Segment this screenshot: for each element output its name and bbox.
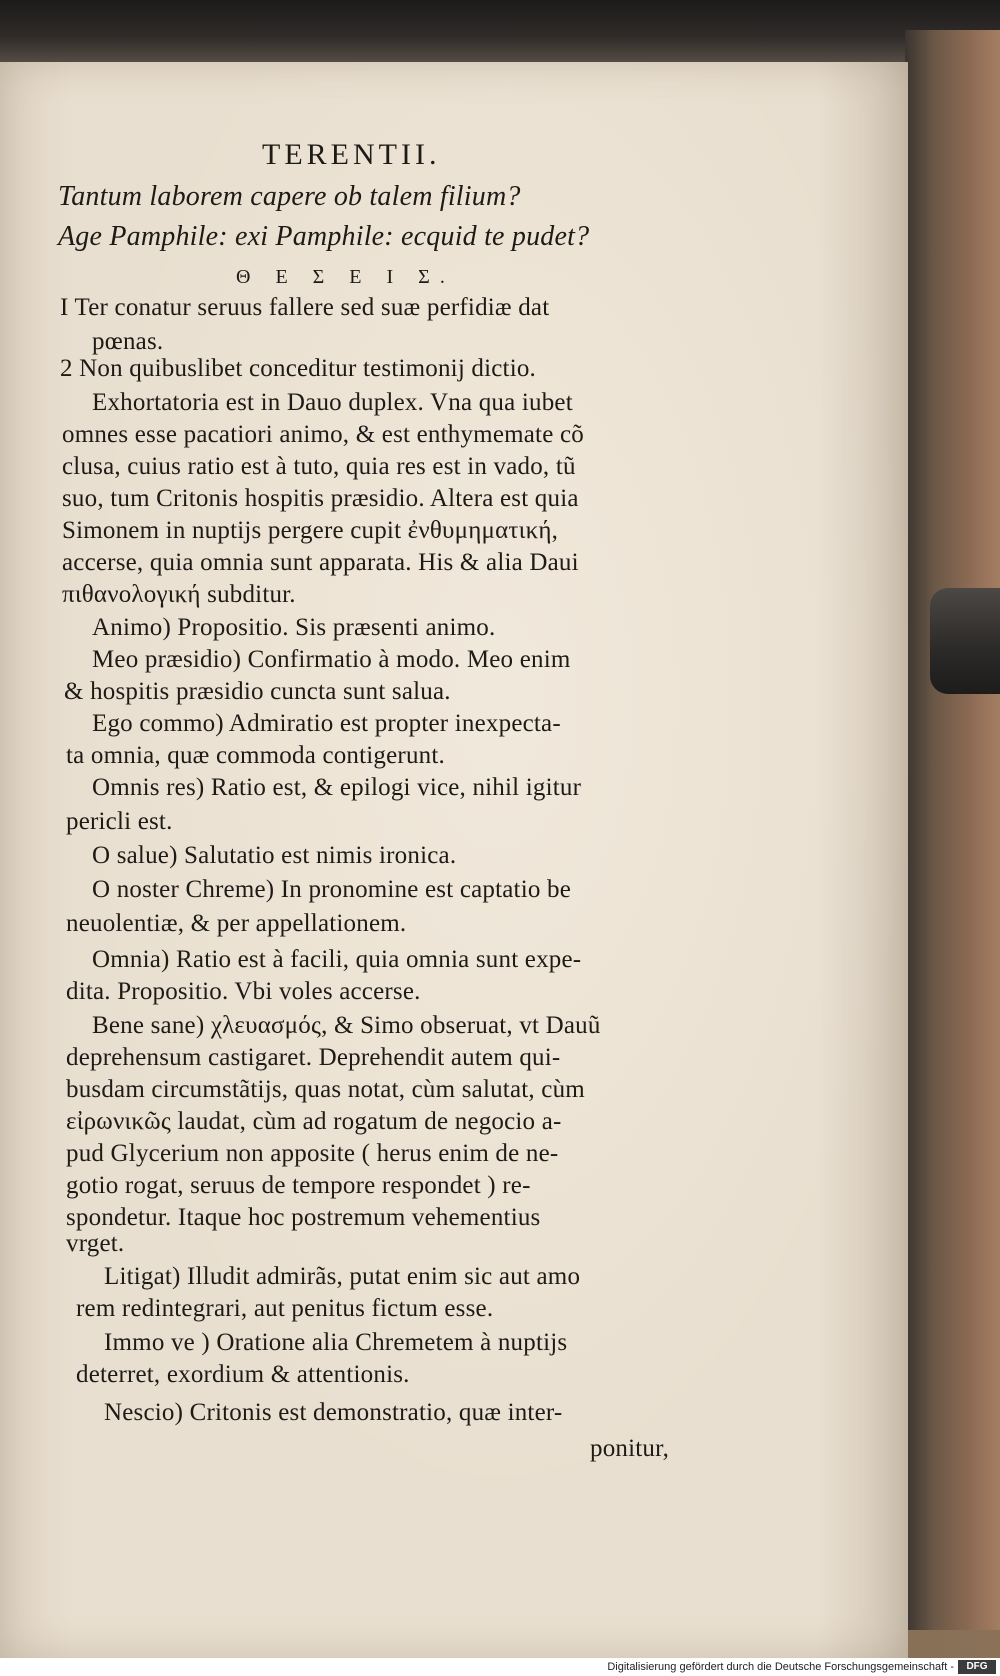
text-line: pud Glycerium non apposite ( herus enim de ne- [66,1140,559,1167]
verse-line: Tantum laborem capere ob talem filium? [58,181,521,212]
text-line: Nescio) Critonis est demonstratio, quæ inter- [104,1399,563,1426]
book-page [0,62,908,1658]
text-line: dita. Propositio. Vbi voles accerse. [66,978,421,1005]
book-fore-edge [905,30,1000,1630]
text-line: I Ter conatur seruus fallere sed suæ perfidiæ dat [60,294,550,321]
text-line: Litigat) Illudit admirãs, putat enim sic aut amo [104,1263,581,1290]
text-line: ta omnia, quæ commoda contigerunt. [66,742,445,769]
text-line: O salue) Salutatio est nimis ironica. [92,842,457,869]
text-line: & hospitis præsidio cuncta sunt salua. [64,678,451,705]
bookmark-ribbon [930,588,1000,694]
text-line: clusa, cuius ratio est à tuto, quia res est in vado, tũ [62,453,576,480]
text-line: gotio rogat, seruus de tempore respondet ) re- [66,1172,531,1199]
text-line: deprehensum castigaret. Deprehendit autem qui- [66,1044,561,1071]
text-line: pœnas. [92,328,164,355]
page-text [0,62,908,1658]
text-line: suo, tum Critonis hospitis præsidio. Altera est quia [62,485,579,512]
theses-heading: Θ Ε Σ Ε Ι Σ. [236,266,455,288]
credit-text: Digitalisierung gefördert durch die Deutsche Forschungsgemeinschaft - [607,1661,954,1673]
text-line: neuolentiæ, & per appellationem. [66,910,407,937]
verse-line: Age Pamphile: exi Pamphile: ecquid te pudet? [58,221,590,252]
text-line: Animo) Propositio. Sis præsenti animo. [92,614,496,641]
text-line: Omnia) Ratio est à facili, quia omnia sunt expe- [92,946,582,973]
dfg-logo: DFG [958,1660,996,1674]
book-top-edge [0,0,1000,66]
text-line: εἰρωνικῶς laudat, cùm ad rogatum de negocio a- [66,1108,562,1135]
text-line: rem redintegrari, aut penitus fictum esse. [76,1295,494,1322]
catchword: ponitur, [590,1435,670,1462]
text-line: deterret, exordium & attentionis. [76,1361,410,1388]
text-line: Immo ve ) Oratione alia Chremetem à nuptijs [104,1329,568,1356]
text-line: pericli est. [66,808,173,835]
text-line: vrget. [66,1230,125,1257]
text-line: omnes esse pacatiori animo, & est enthymemate cõ [62,421,584,448]
text-line: 2 Non quibuslibet conceditur testimonij dictio. [60,355,537,382]
text-line: Meo præsidio) Confirmatio à modo. Meo enim [92,646,571,673]
text-line: accerse, quia omnia sunt apparata. His & alia Daui [62,549,579,576]
text-line: Omnis res) Ratio est, & epilogi vice, nihil igitur [92,774,582,801]
running-header: TERENTII. [262,138,441,171]
text-line: O noster Chreme) In pronomine est captatio be [92,876,571,903]
text-line: πιθανολογική subditur. [62,581,296,608]
text-line: busdam circumstãtijs, quas notat, cùm salutat, cùm [66,1076,585,1103]
text-line: spondetur. Itaque hoc postremum vehementius [66,1204,541,1231]
text-line: Bene sane) χλευασμός, & Simo obseruat, vt Dauũ [92,1012,601,1039]
text-line: Simonem in nuptijs pergere cupit ἐνθυμηματική, [62,517,559,544]
text-line: Exhortatoria est in Dauo duplex. Vna qua iubet [92,389,573,416]
text-line: Ego commo) Admiratio est propter inexpecta- [92,710,561,737]
digitization-credit-bar [0,1658,1000,1676]
